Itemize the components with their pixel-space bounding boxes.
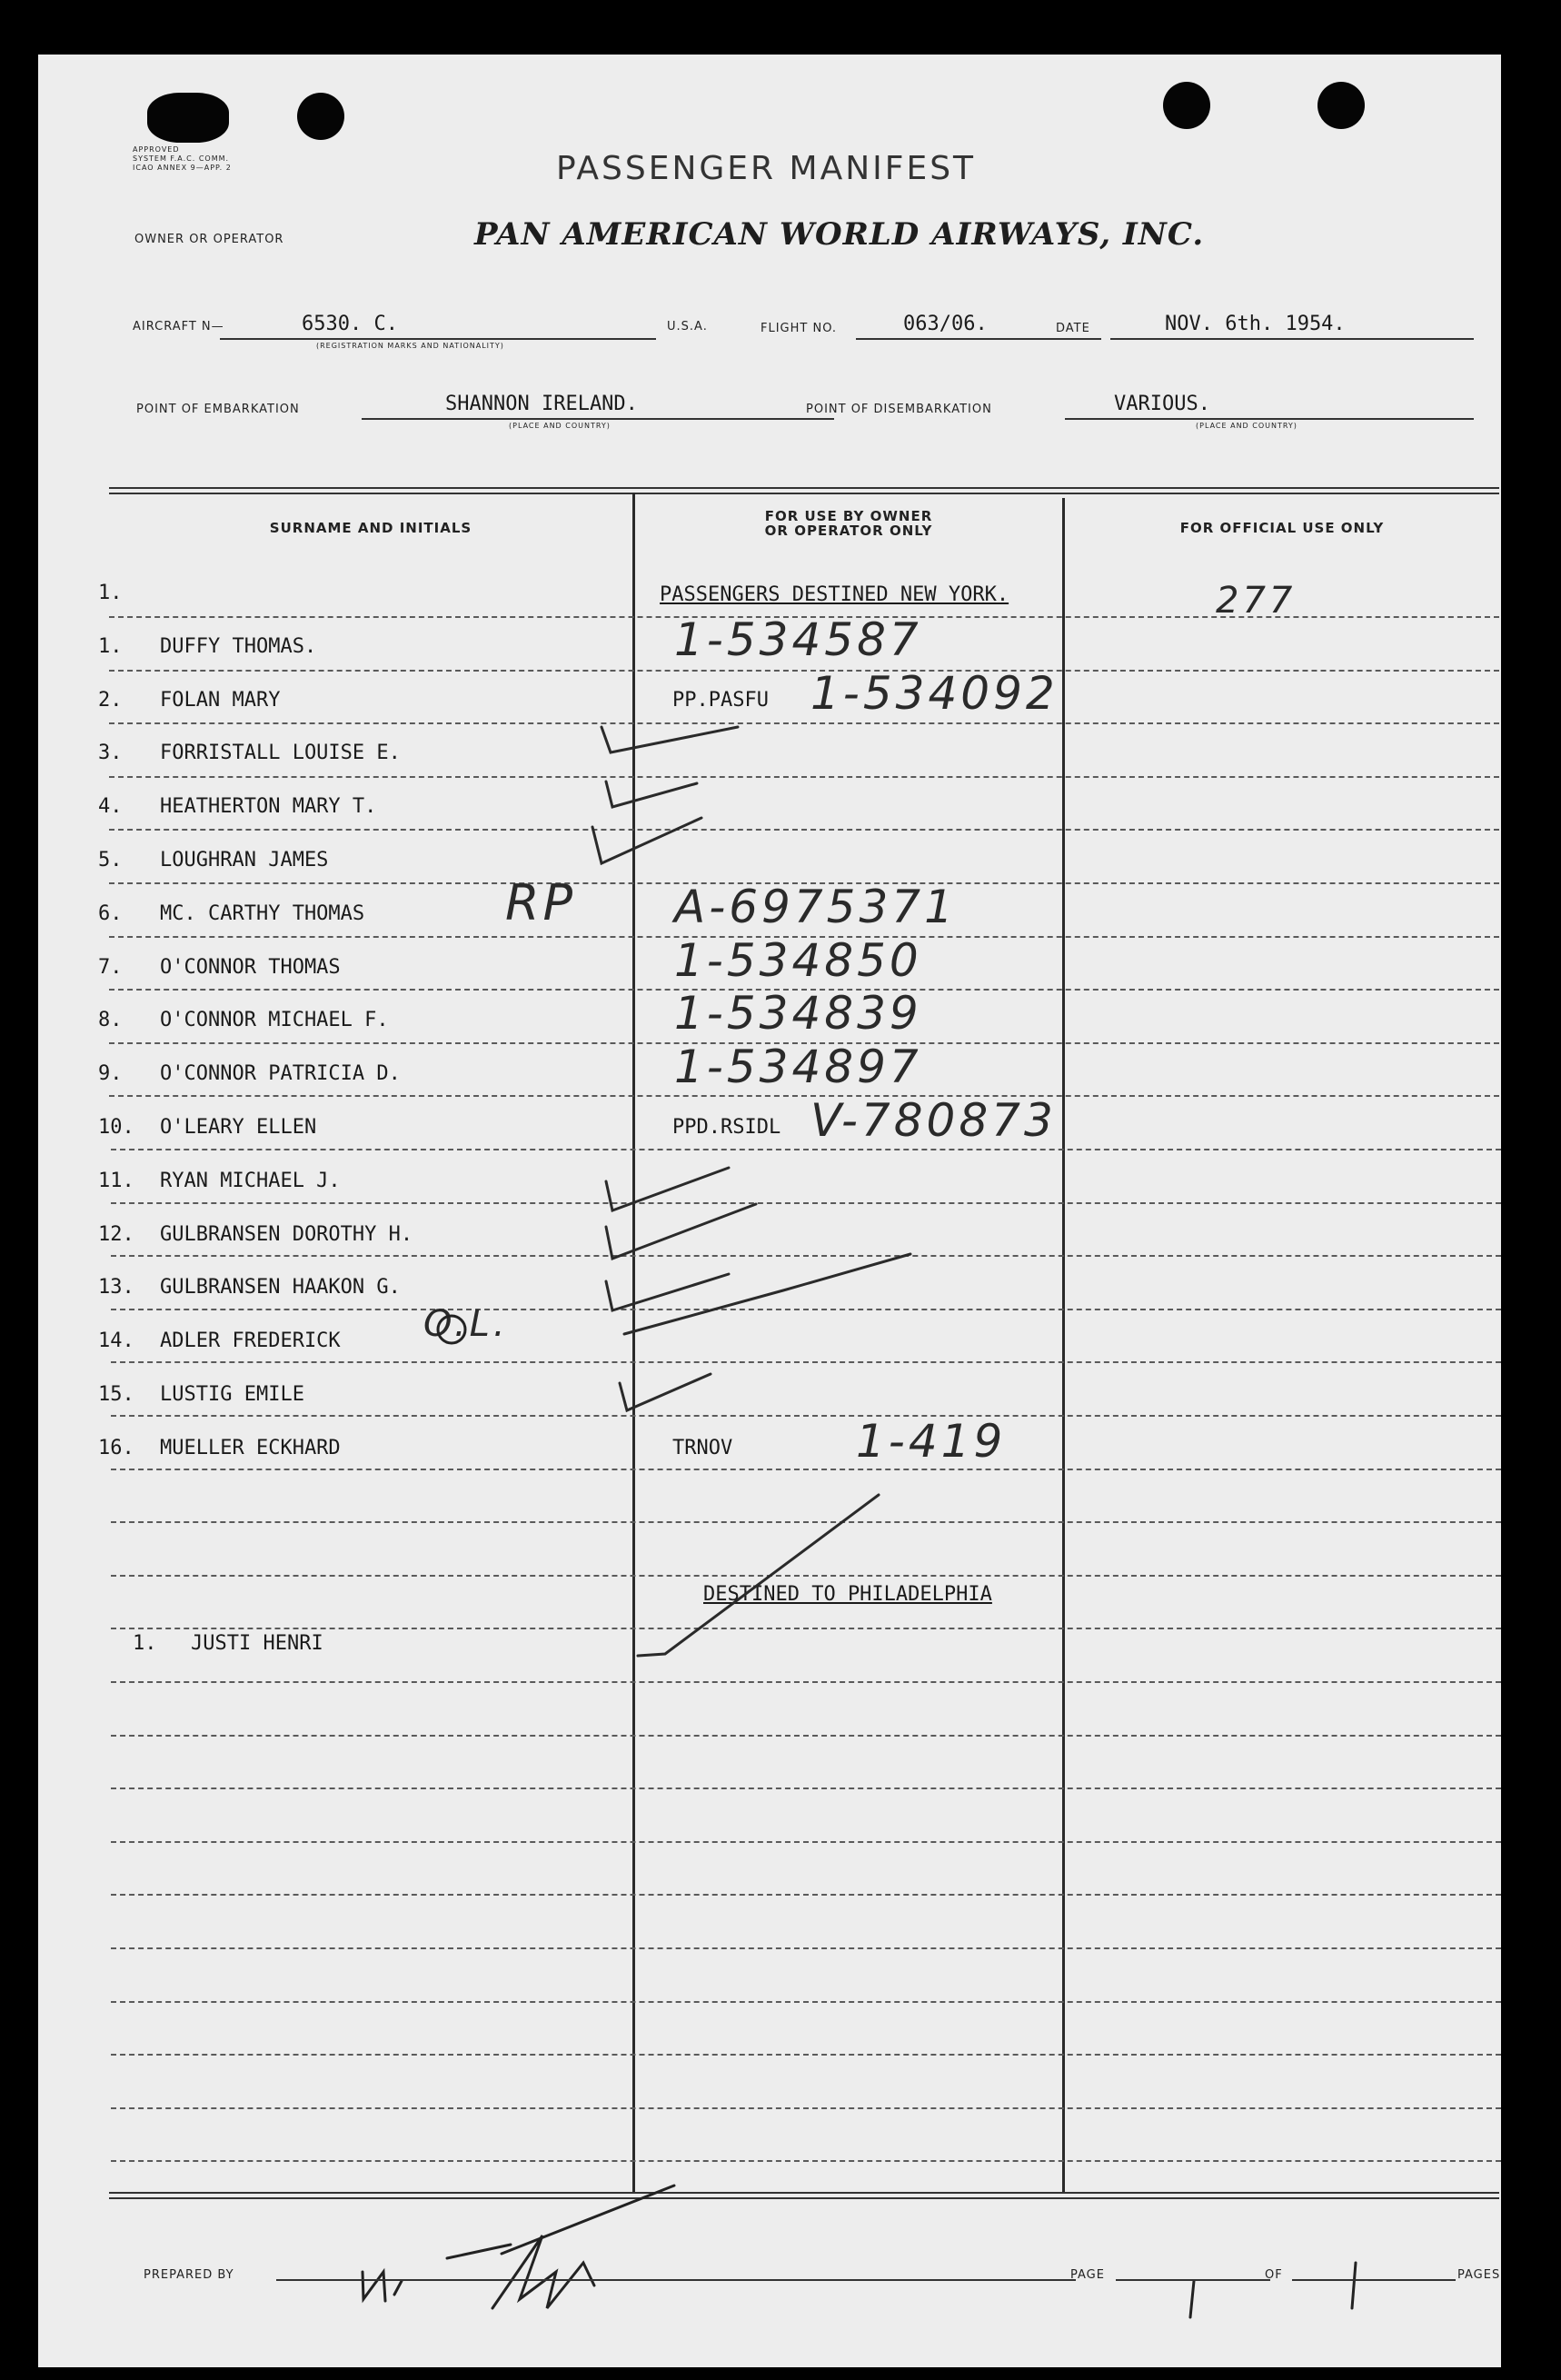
embarkation-caption: (PLACE AND COUNTRY) <box>509 422 611 430</box>
passenger-name: HEATHERTON MARY T. <box>160 795 377 818</box>
page-underline <box>1116 2279 1270 2281</box>
passport-number-handwritten: 1-534897 <box>674 1041 922 1093</box>
section-heading-new-york: PASSENGERS DESTINED NEW YORK. <box>660 583 1009 606</box>
passport-number-handwritten: 1-534092 <box>810 667 1059 720</box>
passport-number-handwritten: 1-534850 <box>674 934 922 987</box>
check-marks <box>38 55 1501 2367</box>
aircraft-label: AIRCRAFT N— <box>133 320 224 334</box>
passenger-name: LUSTIG EMILE <box>160 1383 304 1406</box>
passenger-name: GULBRANSEN DOROTHY H. <box>160 1223 413 1246</box>
of-label: OF <box>1265 2268 1283 2282</box>
aircraft-value: 6530. C. <box>302 313 398 335</box>
of-underline <box>1292 2279 1456 2281</box>
date-value: NOV. 6th. 1954. <box>1165 313 1346 335</box>
owner-value: PAN AMERICAN WORLD AIRWAYS, INC. <box>474 216 1205 253</box>
passenger-name: O'CONNOR THOMAS <box>160 956 341 979</box>
date-label: DATE <box>1056 322 1090 335</box>
column-header-official-use: FOR OFFICIAL USE ONLY <box>1179 520 1385 536</box>
prepared-by-underline <box>276 2279 1076 2281</box>
passport-number-handwritten: 1-419 <box>856 1415 1007 1468</box>
page-label: PAGE <box>1070 2268 1105 2282</box>
passport-number-handwritten: 1-534587 <box>674 613 922 666</box>
passenger-number: 6. <box>98 902 123 925</box>
passenger-name: DUFFY THOMAS. <box>160 635 317 658</box>
passenger-name: GULBRANSEN HAAKON G. <box>160 1276 401 1299</box>
disembarkation-label: POINT OF DISEMBARKATION <box>806 403 992 416</box>
passenger-number: 16. <box>98 1437 134 1459</box>
registration-caption: (REGISTRATION MARKS AND NATIONALITY) <box>316 342 504 350</box>
passenger-number: 12. <box>98 1223 134 1246</box>
passenger-number: 15. <box>98 1383 134 1406</box>
passenger-number: 1. <box>98 635 123 658</box>
owner-note: PPD.RSIDL <box>672 1116 781 1139</box>
disembarkation-value: VARIOUS. <box>1114 393 1210 415</box>
embarkation-value: SHANNON IRELAND. <box>445 393 638 415</box>
philadelphia-passenger-num: 1. <box>133 1632 157 1655</box>
flight-no-value: 063/06. <box>903 313 988 335</box>
passport-number-handwritten: V-780873 <box>810 1094 1057 1147</box>
passenger-name: O'CONNOR PATRICIA D. <box>160 1062 401 1085</box>
passport-number-handwritten: A-6975371 <box>674 881 957 933</box>
passenger-name: MC. CARTHY THOMAS <box>160 902 365 925</box>
annotation-ol: O.L. <box>423 1303 509 1345</box>
passenger-number: 8. <box>98 1009 123 1031</box>
official-count: 277 <box>1216 580 1297 622</box>
embarkation-label: POINT OF EMBARKATION <box>136 403 300 416</box>
owner-note: TRNOV <box>672 1437 733 1459</box>
owner-note: PP.PASFU <box>672 689 769 712</box>
passenger-name: LOUGHRAN JAMES <box>160 849 329 871</box>
passenger-number: 11. <box>98 1170 134 1192</box>
flight-no-label: FLIGHT NO. <box>761 322 838 335</box>
column-header-surname: SURNAME AND INITIALS <box>269 520 472 536</box>
passenger-name: MUELLER ECKHARD <box>160 1437 341 1459</box>
passenger-number: 2. <box>98 689 123 712</box>
prepared-by-label: PREPARED BY <box>144 2268 234 2282</box>
passenger-number: 14. <box>98 1329 134 1352</box>
passenger-name: RYAN MICHAEL J. <box>160 1170 341 1192</box>
passenger-name: O'LEARY ELLEN <box>160 1116 317 1139</box>
passport-number-handwritten: 1-534839 <box>674 987 922 1040</box>
passenger-number: 13. <box>98 1276 134 1299</box>
passenger-name: FORRISTALL LOUISE E. <box>160 742 401 764</box>
disembarkation-caption: (PLACE AND COUNTRY) <box>1196 422 1298 430</box>
manifest-sheet <box>38 55 1501 2367</box>
annotation-rp: RP <box>505 874 577 931</box>
passenger-number: 4. <box>98 795 123 818</box>
column-header-owner-use: FOR USE BY OWNER OR OPERATOR ONLY <box>764 508 933 539</box>
passenger-number: 7. <box>98 956 123 979</box>
passenger-number: 10. <box>98 1116 134 1139</box>
passenger-name: FOLAN MARY <box>160 689 281 712</box>
section-heading-philadelphia: DESTINED TO PHILADELPHIA <box>703 1583 992 1606</box>
passenger-number: 1. <box>98 582 123 604</box>
passenger-name: ADLER FREDERICK <box>160 1329 341 1352</box>
passenger-number: 9. <box>98 1062 123 1085</box>
passenger-name: O'CONNOR MICHAEL F. <box>160 1009 389 1031</box>
philadelphia-passenger-name: JUSTI HENRI <box>191 1632 323 1655</box>
nationality: U.S.A. <box>667 320 708 334</box>
pages-label: PAGES <box>1457 2268 1501 2282</box>
passenger-number: 3. <box>98 742 123 764</box>
approval-stamp: APPROVED SYSTEM F.A.C. COMM. ICAO ANNEX 9—APP. 2 <box>133 145 232 172</box>
passenger-number: 5. <box>98 849 123 871</box>
page-title: PASSENGER MANIFEST <box>556 150 977 187</box>
owner-label: OWNER OR OPERATOR <box>134 233 284 246</box>
